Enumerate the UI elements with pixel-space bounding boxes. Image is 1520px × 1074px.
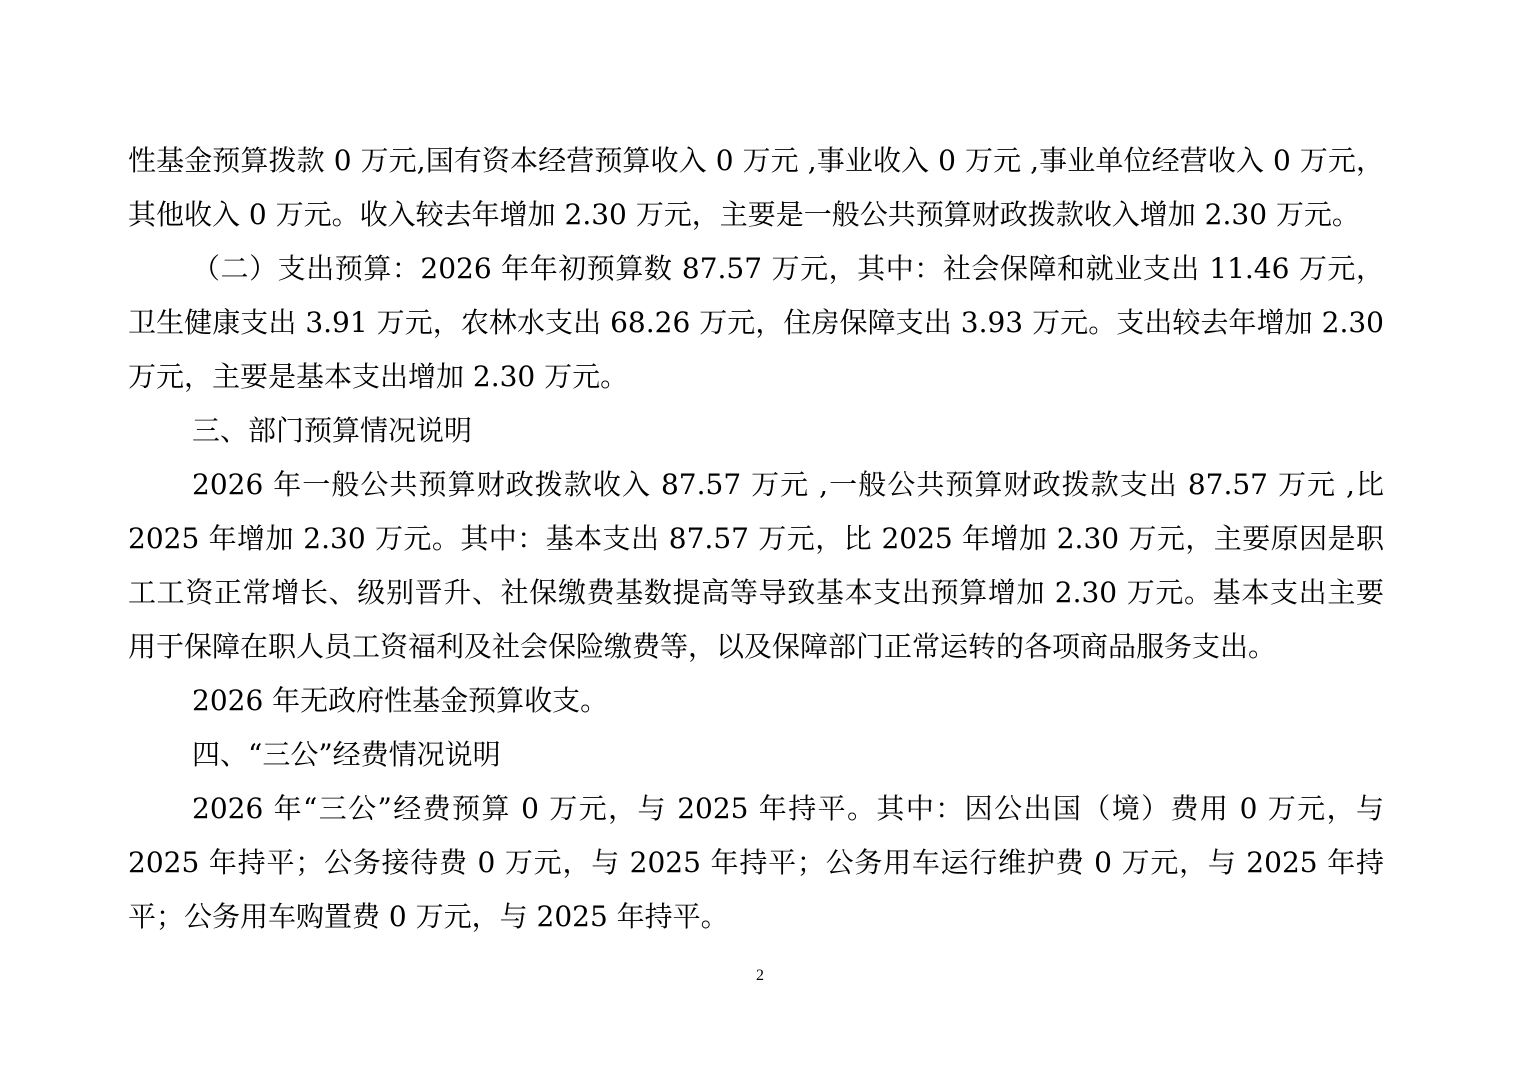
section-heading-three-public-expenses: 四、“三公”经费情况说明	[192, 738, 501, 771]
paragraph-three-public-expenses: 2026 年“三公”经费预算 0 万元，与 2025 年持平。其中：因公出国（境）费用 0 万元，与 2025 年持平；公务接待费 0 万元，与 2025 年持平；公务用车运行维护费 0 万元，与 2025 年持平；公务用车购置费 0 万元，与 2025 年持平。	[128, 792, 1384, 933]
page-number: 2	[756, 967, 764, 984]
paragraph-department-budget: 2026 年一般公共预算财政拨款收入 87.57 万元 ,一般公共预算财政拨款支出 87.57 万元 ,比 2025 年增加 2.30 万元。其中：基本支出 87.57 万元，比 2025 年增加 2.30 万元，主要原因是职工工资正常增长、级别晋升、社保缴费基数提高等导致基本支出预算增加 2.30 万元。基本支出主要用于保障在职人员工资福利及社会保险缴费等，以及保障部门正常运转的各项商品服务支出。	[128, 468, 1384, 663]
document-body	[128, 134, 1384, 944]
paragraph-government-fund: 2026 年无政府性基金预算收支。	[192, 684, 609, 717]
paragraph-income-continued: 性基金预算拨款 0 万元,国有资本经营预算收入 0 万元 ,事业收入 0 万元 ,事业单位经营收入 0 万元，其他收入 0 万元。收入较去年增加 2.30 万元，主要是一般公共预算财政拨款收入增加 2.30 万元。	[128, 144, 1384, 231]
paragraph-expenditure-budget: （二）支出预算：2026 年年初预算数 87.57 万元，其中：社会保障和就业支出 11.46 万元，卫生健康支出 3.91 万元，农林水支出 68.26 万元，住房保障支出 3.93 万元。支出较去年增加 2.30 万元，主要是基本支出增加 2.30 万元。	[128, 252, 1384, 393]
section-heading-department-budget: 三、部门预算情况说明	[192, 414, 473, 447]
